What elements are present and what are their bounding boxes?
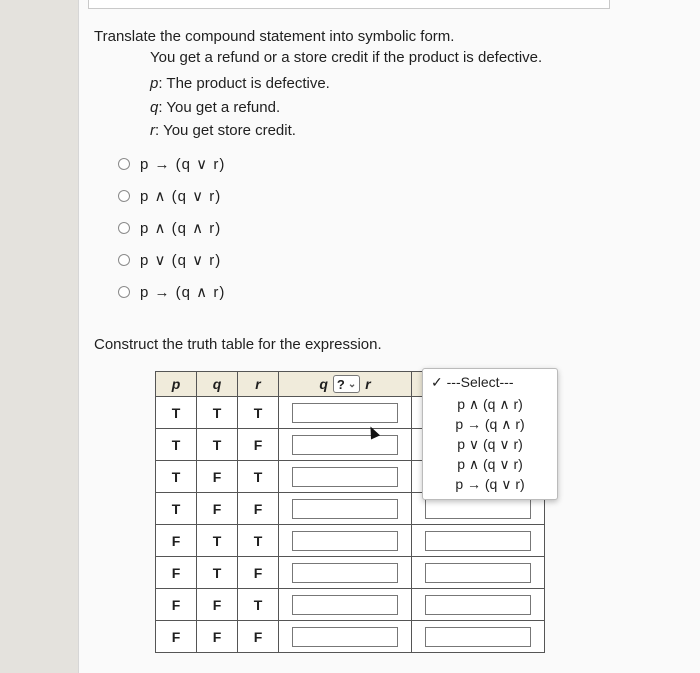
header-p: p — [156, 372, 197, 397]
answer-option-5[interactable]: p → (q ∧ r) — [118, 283, 225, 301]
subexpression-answer-input[interactable] — [292, 467, 398, 487]
definition-r: r: You get store credit. — [150, 122, 296, 139]
expression-cell — [412, 525, 545, 557]
truth-value-cell: F — [197, 493, 238, 525]
radio-icon[interactable] — [118, 222, 130, 234]
truth-value-cell: T — [156, 397, 197, 429]
question2-title: Construct the truth table for the expression. — [94, 336, 382, 353]
truth-value-cell: T — [238, 525, 279, 557]
expression-cell — [412, 589, 545, 621]
expression-answer-input[interactable] — [425, 563, 531, 583]
expression-cell — [412, 621, 545, 653]
radio-icon[interactable] — [118, 158, 130, 170]
subexpression-answer-input[interactable] — [292, 435, 398, 455]
header-q: q — [197, 372, 238, 397]
truth-value-cell: T — [238, 589, 279, 621]
subexpression-cell — [279, 621, 412, 653]
table-row — [156, 621, 545, 653]
truth-value-cell: T — [197, 429, 238, 461]
table-row — [156, 589, 545, 621]
subexpression-cell — [279, 525, 412, 557]
subexpression-cell — [279, 493, 412, 525]
truth-value-cell: F — [238, 493, 279, 525]
truth-value-cell: T — [197, 557, 238, 589]
dropdown-selected[interactable]: ✓ ---Select--- — [431, 374, 514, 390]
expression-cell — [412, 557, 545, 589]
definition-q: q: You get a refund. — [150, 99, 281, 116]
subexpression-answer-input[interactable] — [292, 627, 398, 647]
dropdown-option[interactable]: p → (q ∨ r) — [455, 476, 525, 492]
answer-option-4[interactable]: p ∨ (q ∨ r) — [118, 251, 221, 269]
answer-option-1[interactable]: p → (q ∨ r) — [118, 155, 225, 173]
truth-value-cell: T — [156, 493, 197, 525]
expression-answer-input[interactable] — [425, 595, 531, 615]
expression-answer-input[interactable] — [425, 531, 531, 551]
subexpression-cell — [279, 589, 412, 621]
truth-value-cell: F — [156, 525, 197, 557]
subexpression-answer-input[interactable] — [292, 403, 398, 423]
radio-icon[interactable] — [118, 286, 130, 298]
radio-icon[interactable] — [118, 190, 130, 202]
subexpression-cell — [279, 461, 412, 493]
truth-value-cell: F — [197, 589, 238, 621]
truth-value-cell: F — [238, 429, 279, 461]
truth-value-cell: T — [238, 397, 279, 429]
truth-value-cell: T — [156, 461, 197, 493]
subexpression-cell — [279, 429, 412, 461]
table-row — [156, 557, 545, 589]
expression-dropdown[interactable] — [422, 368, 558, 500]
truth-value-cell: F — [197, 461, 238, 493]
dropdown-option[interactable]: p → (q ∧ r) — [455, 416, 525, 432]
radio-icon[interactable] — [118, 254, 130, 266]
dropdown-option[interactable]: p ∧ (q ∧ r) — [457, 396, 523, 412]
truth-value-cell: T — [197, 397, 238, 429]
truth-value-cell: T — [156, 429, 197, 461]
truth-value-cell: F — [197, 621, 238, 653]
expression-answer-input[interactable] — [425, 499, 531, 519]
operator-select[interactable]: ? ⌄ — [333, 375, 360, 393]
subexpression-answer-input[interactable] — [292, 499, 398, 519]
subexpression-answer-input[interactable] — [292, 595, 398, 615]
checkmark-icon: ✓ — [431, 374, 447, 390]
previous-content-edge — [88, 0, 610, 9]
answer-option-3[interactable]: p ∧ (q ∧ r) — [118, 219, 221, 237]
truth-value-cell: T — [197, 525, 238, 557]
header-expression: q ? ⌄ r — [279, 372, 412, 397]
answer-option-2[interactable]: p ∧ (q ∨ r) — [118, 187, 221, 205]
truth-value-cell: F — [156, 589, 197, 621]
compound-statement: You get a refund or a store credit if the product is defective. — [150, 49, 543, 66]
truth-value-cell: T — [238, 461, 279, 493]
subexpression-answer-input[interactable] — [292, 531, 398, 551]
table-row — [156, 525, 545, 557]
truth-value-cell: F — [156, 557, 197, 589]
chevron-down-icon: ⌄ — [347, 378, 357, 390]
truth-value-cell: F — [156, 621, 197, 653]
dropdown-option[interactable]: p ∧ (q ∨ r) — [457, 456, 523, 472]
subexpression-cell — [279, 557, 412, 589]
subexpression-cell — [279, 397, 412, 429]
truth-value-cell: F — [238, 557, 279, 589]
question1-title: Translate the compound statement into symbolic form. — [94, 28, 455, 45]
subexpression-answer-input[interactable] — [292, 563, 398, 583]
truth-value-cell: F — [238, 621, 279, 653]
expression-answer-input[interactable] — [425, 627, 531, 647]
definition-p: p: The product is defective. — [150, 75, 330, 92]
header-r: r — [238, 372, 279, 397]
dropdown-option[interactable]: p ∨ (q ∨ r) — [457, 436, 523, 452]
